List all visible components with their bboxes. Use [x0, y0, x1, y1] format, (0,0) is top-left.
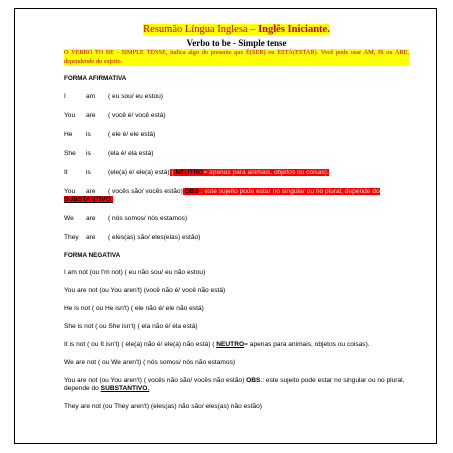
doc-title-level: Inglês Iniciante.	[258, 24, 330, 35]
verb-to-be: are	[86, 188, 96, 195]
pronoun: He	[64, 131, 73, 138]
note-keyword: NEUTRO	[175, 169, 204, 176]
verb-to-be: is	[86, 169, 91, 176]
intro-paragraph: O VERBO TO BE - SIMPLE TENSE, indica algo do presente que É(SER) ou ESTÁ(ESTAR). Você pode usar AM, IS ou ARE, dependendo do sujeito.	[64, 49, 409, 65]
note-neutral	[170, 169, 329, 176]
pronoun: You	[64, 188, 76, 195]
pronoun: I	[64, 93, 66, 100]
negative-you-substantivo: SUBSTANTIVO.	[100, 385, 150, 392]
negative-line-it	[64, 341, 409, 349]
translation: (ela é/ ela está)	[108, 150, 154, 157]
translation: ( eu sou/ eu estou)	[108, 93, 163, 100]
negative-it-note: = apenas para animais, objetos ou coisas).	[244, 341, 370, 348]
document-content	[64, 23, 409, 411]
negative-line: She is not ( ou She isn't) ( ela não é/ ela está)	[64, 323, 198, 330]
verb-to-be: are	[86, 234, 96, 241]
negative-line: I am not (ou I'm not) ( eu não sou/ eu não estou)	[64, 269, 206, 276]
affirmative-line	[64, 169, 409, 177]
translation: ( ele é/ ele está)	[108, 131, 156, 138]
pronoun: It	[64, 169, 68, 176]
translation: ( vocês são/ vocês estão)	[108, 188, 183, 195]
heading-negative: FORMA NEGATIVA	[64, 252, 121, 259]
affirmative-line	[64, 215, 409, 223]
note-text: .: este sujeito pode estar no singular ou no plural, depende do	[198, 188, 380, 195]
negative-you-note: .: este sujeito pode estar no singular ou no plural, depende do	[64, 377, 405, 392]
negative-you-main: You are not (ou You aren't) ( vocês não são/ vocês não estão)	[64, 377, 247, 384]
doc-subtitle: Verbo to be - Simple tense	[186, 38, 287, 48]
translation: ( nós somos/ nós estamos)	[108, 215, 188, 222]
pronoun: She	[64, 150, 76, 157]
affirmative-line	[64, 188, 409, 204]
pronoun: They	[64, 234, 79, 241]
heading-affirmative: FORMA AFIRMATIVA	[64, 75, 127, 82]
pronoun: We	[64, 215, 74, 222]
affirmative-line	[64, 93, 409, 101]
negative-line-you	[64, 377, 409, 393]
negative-it-main: It is not ( ou It isn't) ( ele(a) não é/ ele(a) não está) (	[64, 341, 217, 348]
verb-to-be: am	[86, 93, 96, 100]
negative-line: He is not ( ou He isn't) ( ele não é/ ele não está)	[64, 305, 204, 312]
note-substantivo: SUBSTANTIVO.	[64, 196, 113, 203]
negative-line-they: They are not (ou They aren't) (eles(as) não são/ eles(as) não estão)	[64, 403, 262, 410]
verb-to-be: is	[86, 131, 91, 138]
doc-title	[64, 23, 409, 36]
affirmative-line	[64, 131, 409, 139]
negative-line-we: We are not ( ou We aren't) ( nós somos/ nós não estamos)	[64, 359, 236, 366]
negative-it-keyword: NEUTRO	[216, 341, 245, 348]
affirmative-line	[64, 112, 409, 120]
negative-you-keyword: OBS	[246, 377, 261, 384]
document-page	[14, 8, 437, 444]
translation: ( eles(as) são/ eles(elas) estão)	[108, 234, 201, 241]
note-open: (	[171, 169, 176, 176]
affirmative-list	[64, 93, 409, 242]
note-keyword: OBS	[184, 188, 199, 195]
doc-title-main: Resumão Língua Inglesa –	[143, 24, 259, 35]
verb-to-be: is	[86, 150, 91, 157]
verb-to-be: are	[86, 215, 96, 222]
translation: (ele(a) é/ ele(a) está)	[108, 169, 170, 176]
affirmative-line	[64, 234, 409, 242]
pronoun: You	[64, 112, 76, 119]
note-text: = apenas para animais, objetos ou coisas).	[203, 169, 329, 176]
verb-to-be: are	[86, 112, 96, 119]
translation: ( você é/ você está)	[108, 112, 166, 119]
negative-line: You are not (ou You aren't) (você não é/ você não está)	[64, 287, 226, 294]
affirmative-line	[64, 150, 409, 158]
